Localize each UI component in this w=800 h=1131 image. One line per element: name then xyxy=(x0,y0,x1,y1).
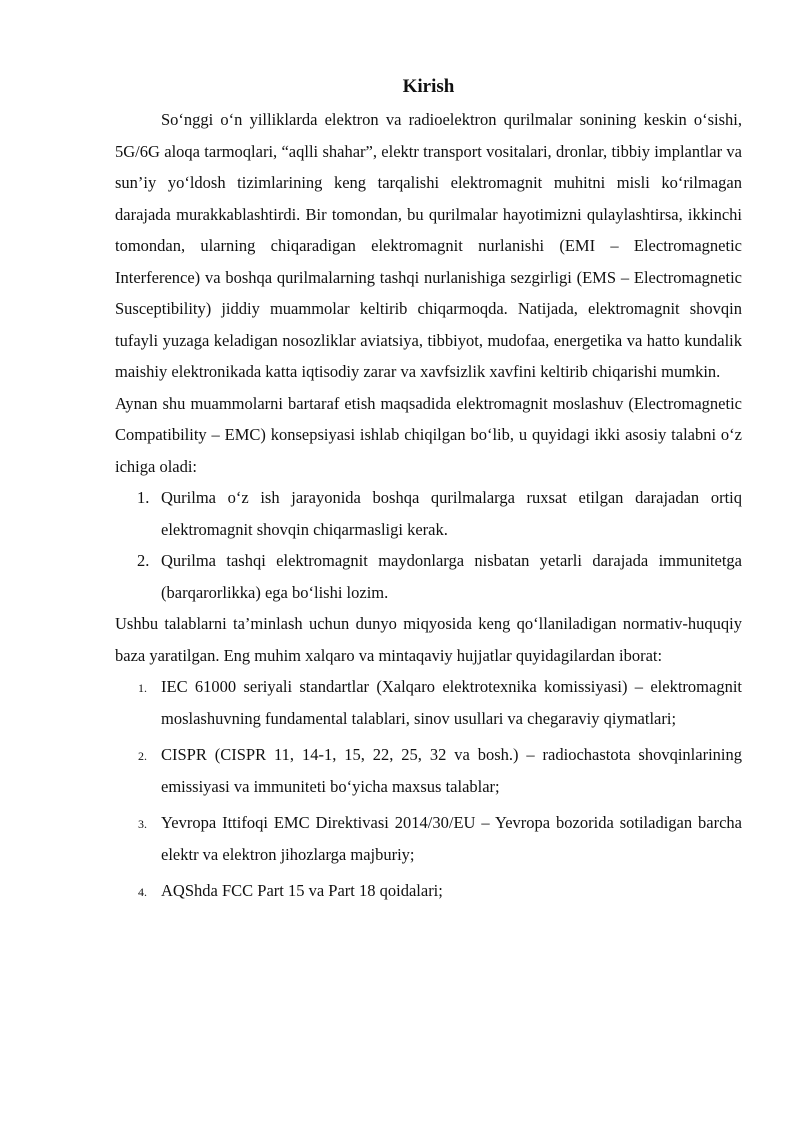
list-item-text: Qurilma o‘z ish jarayonida boshqa qurilmalarga ruxsat etilgan darajadan ortiq elektromagnit shovqin chiqarmasligi kerak. xyxy=(161,488,742,539)
list-item-number: 1. xyxy=(137,488,150,507)
list-item xyxy=(115,739,742,802)
page-title: Kirish xyxy=(402,76,455,97)
list-item xyxy=(115,545,742,608)
list-item xyxy=(115,875,742,907)
list-item-text: Yevropa Ittifoqi EMC Direktivasi 2014/30/EU – Yevropa bozorida sotiladigan barcha elektr va elektron jihozlarga majburiy; xyxy=(161,813,742,864)
requirements-list xyxy=(115,482,742,608)
emc-paragraph: Aynan shu muammolarni bartaraf etish maqsadida elektromagnit moslashuv (Electromagnetic Compatibility – EMC) konsepsiyasi ishlab chiqilgan bo‘lib, u quyidagi ikki asosiy talabni o‘z ichiga oladi: xyxy=(115,393,742,476)
list-item xyxy=(115,671,742,734)
list-item-number: 4. xyxy=(138,885,147,899)
list-item-number: 2. xyxy=(138,749,147,763)
list-item-text: CISPR (CISPR 11, 14-1, 15, 22, 25, 32 va bosh.) – radiochastota shovqinlarining emissiyasi va immuniteti bo‘yicha maxsus talablar; xyxy=(161,745,742,796)
standards-paragraph: Ushbu talablarni ta’minlash uchun dunyo miqyosida keng qo‘llaniladigan normativ-huquqiy baza yaratilgan. Eng muhim xalqaro va mintaqaviy hujjatlar quyidagilardan iborat: xyxy=(115,614,742,665)
list-item-text: AQShda FCC Part 15 va Part 18 qoidalari; xyxy=(161,881,443,900)
list-item-text: Qurilma tashqi elektromagnit maydonlarga nisbatan yetarli darajada immunitetga (barqarorlikka) ega bo‘lishi lozim. xyxy=(161,551,742,602)
list-item-number: 3. xyxy=(138,817,147,831)
list-item xyxy=(115,482,742,545)
document-page xyxy=(115,72,742,912)
list-item-number: 1. xyxy=(138,681,147,695)
list-item-text: IEC 61000 seriyali standartlar (Xalqaro elektrotexnika komissiyasi) – elektromagnit moslashuvning fundamental talablari, sinov usullari va chegaraviy qiymatlari; xyxy=(161,677,742,728)
list-item-number: 2. xyxy=(137,551,150,570)
intro-paragraph: So‘nggi o‘n yilliklarda elektron va radioelektron qurilmalar sonining keskin o‘sishi, 5G/6G aloqa tarmoqlari, “aqlli shahar”, elektr transport vositalari, dronlar, tibbiy implantlar va sun’iy yo‘ldosh tizimlarining keng tarqalishi elektromagnit muhitni misli ko‘rilmagan darajada murakkablashtirdi. Bir tomondan, bu qurilmalar hayotimizni qulaylashtirsa, ikkinchi tomondan, ularning chiqaradigan elektromagnit nurlanishi (EMI – Electromagnetic Interference) va boshqa qurilmalarning tashqi nurlanishiga sezgirligi (EMS – Electromagnetic Susceptibility) jiddiy muammolar keltirib chiqarmoqda. Natijada, elektromagnit shovqin tufayli yuzaga keladigan nosozliklar aviatsiya, tibbiyot, mudofaa, energetika va hatto kundalik maishiy elektronikada katta iqtisodiy zarar va xavfsizlik xavfini keltirib chiqarishi mumkin. xyxy=(115,110,742,381)
standards-list xyxy=(115,671,742,907)
list-item xyxy=(115,807,742,870)
